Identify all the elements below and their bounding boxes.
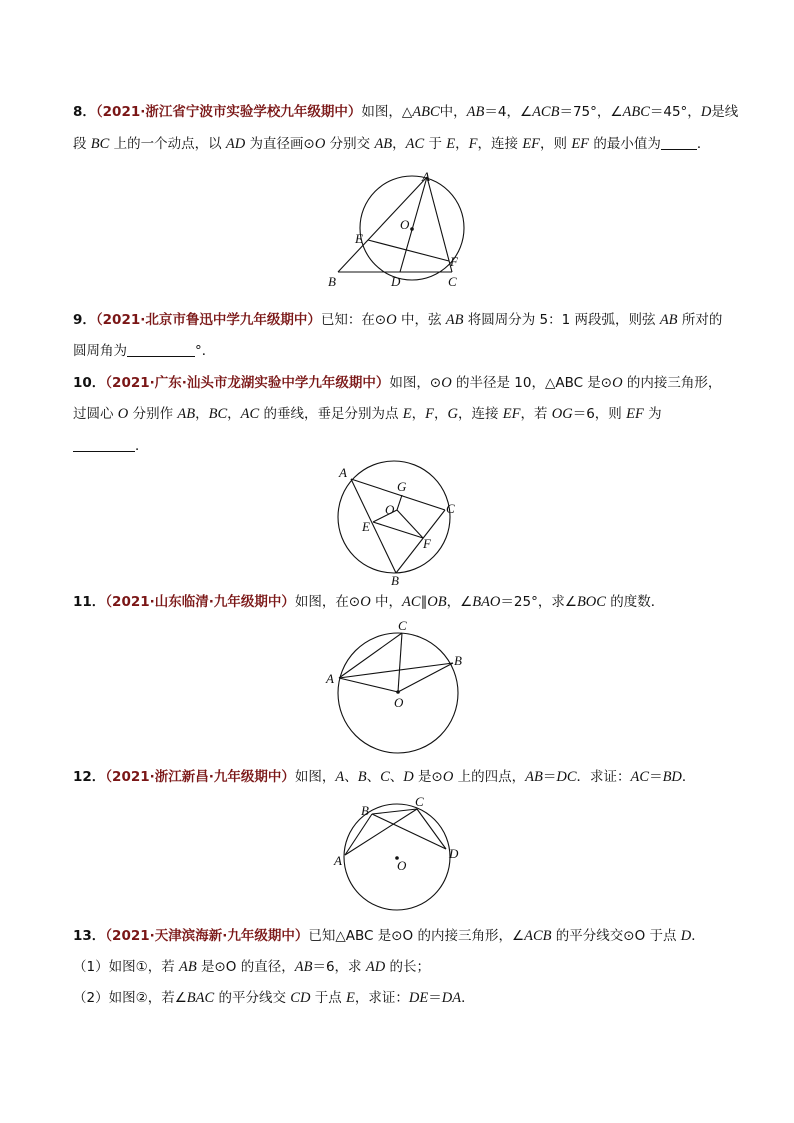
problem-9-line-2: 圆周角为 °． xyxy=(73,343,216,359)
problem-12-line-1: 12．（2021·浙江新昌·九年级期中）如图，A、B、C、D 是⊙O 上的四点，AB＝DC．求证：AC＝BD． xyxy=(73,769,696,785)
label-g: G xyxy=(397,479,407,494)
problem-source: （2021·浙江新昌·九年级期中） xyxy=(105,769,295,785)
problem-9-line-1: 9．（2021·北京市鲁迅中学九年级期中）已知：在⊙O 中，弦 AB 将圆周分为 5：1 两段弧，则弦 AB 所对的 xyxy=(73,312,723,328)
segment-ab xyxy=(351,479,396,573)
label-o: O xyxy=(385,502,395,517)
problem-8-line-1: 8．（2021·浙江省宁波市实验学校九年级期中）如图，△ABC中，AB＝4，∠ACB＝75°，∠ABC＝45°，D是线 xyxy=(73,104,739,120)
label-b: B xyxy=(391,573,399,588)
label-b: B xyxy=(361,803,369,818)
problem-13-part-2: （2）如图②，若∠BAC 的平分线交 CD 于点 E，求证：DE＝DA． xyxy=(73,990,475,1006)
problem-number: 10． xyxy=(73,375,106,391)
problem-number: 11． xyxy=(73,594,106,610)
label-c: C xyxy=(446,501,455,516)
figure-10 xyxy=(325,455,470,590)
label-c: C xyxy=(398,618,407,633)
problem-number: 13． xyxy=(73,928,106,944)
label-o: O xyxy=(394,695,404,710)
problem-number: 12． xyxy=(73,769,106,785)
segment-ac xyxy=(345,809,417,855)
label-c: C xyxy=(448,274,457,289)
label-d: D xyxy=(449,846,459,861)
label-c: C xyxy=(415,794,424,809)
label-f: F xyxy=(450,254,458,269)
problem-source: （2021·北京市鲁迅中学九年级期中） xyxy=(95,312,321,328)
segment-bc xyxy=(396,510,445,573)
figure-8 xyxy=(320,165,470,290)
answer-blank[interactable] xyxy=(73,437,135,452)
segment-ao xyxy=(339,678,398,692)
label-b: B xyxy=(454,653,462,668)
center-point xyxy=(396,690,400,694)
label-e: E xyxy=(355,231,363,246)
label-a: A xyxy=(422,169,430,184)
problem-source: （2021·山东临清·九年级期中） xyxy=(105,594,295,610)
label-a: A xyxy=(326,671,334,686)
figure-12 xyxy=(325,795,470,913)
problem-source: （2021·天津滨海新·九年级期中） xyxy=(105,928,309,944)
problem-10-line-2: 过圆心 O 分别作 AB，BC，AC 的垂线，垂足分别为点 E，F，G，连接 EF，若 OG＝6，则 EF 为 xyxy=(73,406,662,422)
problem-source: （2021·广东·汕头市龙湖实验中学九年级期中） xyxy=(105,375,390,391)
label-b: B xyxy=(328,274,336,289)
figure-11 xyxy=(320,618,470,790)
problem-13-line-1: 13．（2021·天津滨海新·九年级期中）已知△ABC 是⊙O 的内接三角形，∠ACB 的平分线交⊙O 于点 D． xyxy=(73,928,705,944)
segment-ob xyxy=(398,663,453,692)
problem-8-line-2: 段 BC 上的一个动点，以 AD 为直径画⊙O 分别交 AB，AC 于 E，F，连接 EF，则 EF 的最小值为 ． xyxy=(73,136,711,152)
label-e: E xyxy=(362,519,370,534)
label-d: D xyxy=(391,274,401,289)
label-a: A xyxy=(334,853,342,868)
center-point xyxy=(410,227,414,231)
problem-10-line-3: ． xyxy=(73,436,149,456)
problem-number: 9． xyxy=(73,312,96,328)
circle-o xyxy=(338,461,450,573)
problem-13-part-1: （1）如图①，若 AB 是⊙O 的直径，AB＝6，求 AD 的长； xyxy=(73,959,430,975)
label-o: O xyxy=(397,858,407,873)
label-a: A xyxy=(339,465,347,480)
answer-blank[interactable] xyxy=(661,135,697,150)
answer-blank[interactable] xyxy=(127,342,195,357)
problem-11-line-1: 11．（2021·山东临清·九年级期中）如图，在⊙O 中，AC∥OB，∠BAO＝25°，求∠BOC 的度数． xyxy=(73,594,665,610)
problem-source: （2021·浙江省宁波市实验学校九年级期中） xyxy=(95,104,362,120)
label-f: F xyxy=(423,536,431,551)
problem-number: 8． xyxy=(73,104,96,120)
problem-10-line-1: 10．（2021·广东·汕头市龙湖实验中学九年级期中）如图，⊙O 的半径是 10，△ABC 是⊙O 的内接三角形， xyxy=(73,375,722,391)
segment-oc xyxy=(398,633,402,692)
segment-og xyxy=(397,495,402,510)
label-o: O xyxy=(400,217,410,232)
